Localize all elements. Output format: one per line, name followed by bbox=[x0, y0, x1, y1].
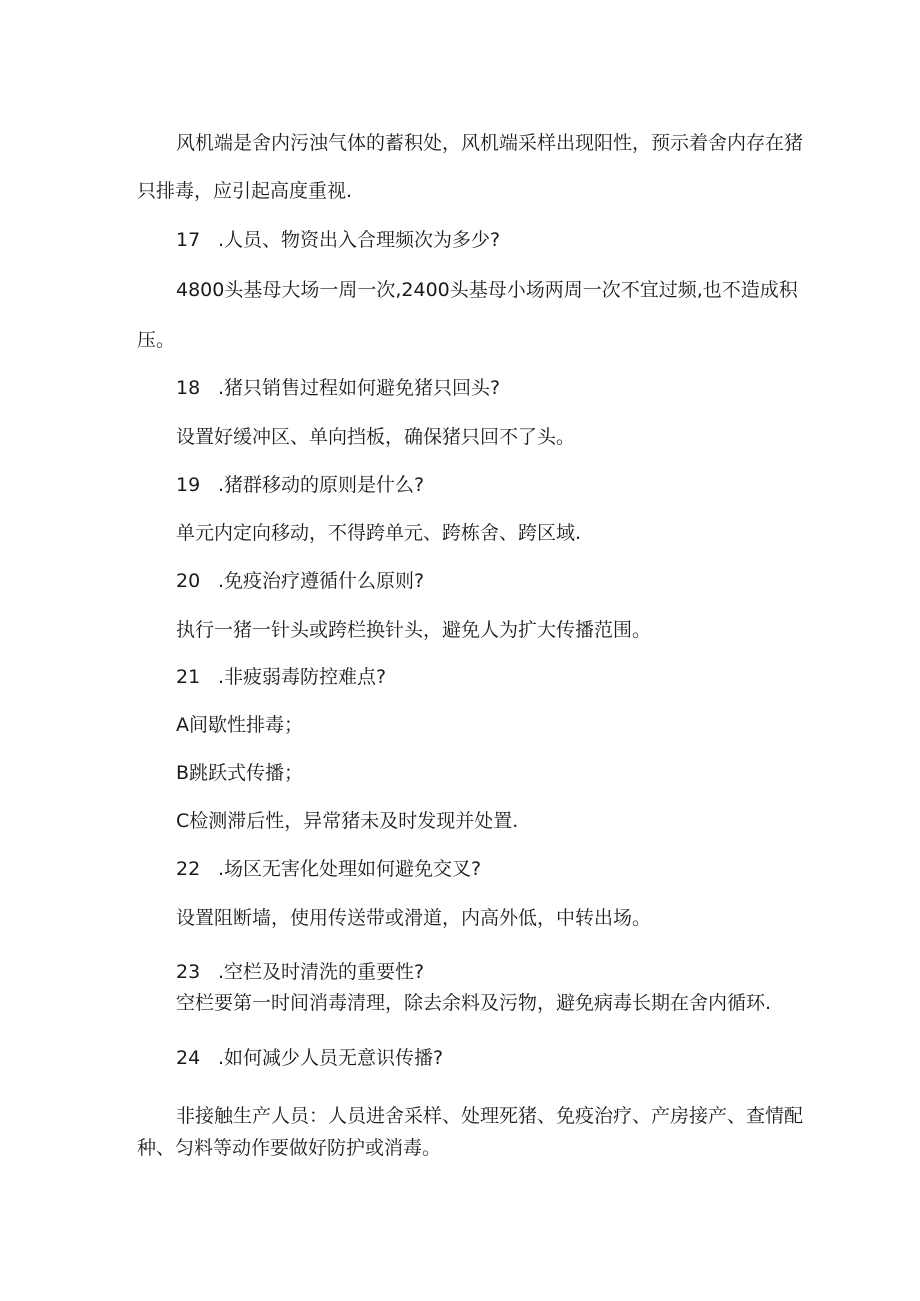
question-number: 24 bbox=[176, 1047, 201, 1069]
answer-line: 设置好缓冲区、单向挡板，确保猪只回不了头。 bbox=[176, 426, 576, 448]
question-number: 21 bbox=[176, 666, 201, 688]
answer-item-a: A间歇性排毒； bbox=[176, 714, 303, 736]
question-number: 17 bbox=[176, 229, 201, 251]
question-text: .空栏及时清洗的重要性? bbox=[218, 961, 425, 983]
question-text: .场区无害化处理如何避免交叉? bbox=[218, 858, 482, 880]
question-22 bbox=[176, 856, 481, 882]
question-text: .人员、物资出入合理频次为多少? bbox=[218, 229, 501, 251]
question-text: .猪群移动的原则是什么? bbox=[218, 474, 425, 496]
question-23 bbox=[176, 959, 424, 985]
question-19 bbox=[176, 472, 424, 498]
question-text: .非疲弱毒防控难点? bbox=[218, 666, 387, 688]
paragraph-line: 只排毒，应引起高度重视. bbox=[137, 180, 353, 202]
answer-line: 设置阻断墙，使用传送带或滑道，内高外低，中转出场。 bbox=[176, 907, 652, 929]
answer-line: 非接触生产人员：人员进舍采样、处理死猪、免疫治疗、产房接产、查情配 bbox=[176, 1105, 804, 1127]
answer-line: 空栏要第一时间消毒清理，除去余料及污物，避免病毒长期在舍内循环. bbox=[176, 992, 772, 1014]
answer-line: 单元内定向移动，不得跨单元、跨栋舍、跨区域. bbox=[176, 522, 582, 544]
question-text: .如何减少人员无意识传播? bbox=[218, 1047, 444, 1069]
question-18 bbox=[176, 375, 500, 401]
question-number: 19 bbox=[176, 474, 201, 496]
answer-item-c: C检测滞后性，异常猪未及时发现并处置. bbox=[176, 810, 519, 832]
question-number: 20 bbox=[176, 570, 201, 592]
answer-item-b: B跳跃式传播； bbox=[176, 762, 304, 784]
question-24 bbox=[176, 1045, 443, 1071]
question-17 bbox=[176, 227, 500, 253]
answer-line: 执行一猪一针头或跨栏换针头，避免人为扩大传播范围。 bbox=[176, 619, 652, 641]
answer-line: 4800头基母大场一周一次,2400头基母小场两周一次不宜过频,也不造成积 bbox=[176, 279, 798, 301]
question-21 bbox=[176, 664, 386, 690]
question-number: 22 bbox=[176, 858, 201, 880]
question-number: 23 bbox=[176, 961, 201, 983]
answer-line: 压。 bbox=[137, 329, 176, 351]
question-text: .免疫治疗遵循什么原则? bbox=[218, 570, 425, 592]
question-number: 18 bbox=[176, 377, 201, 399]
question-20 bbox=[176, 568, 424, 594]
answer-line: 种、匀料等动作要做好防护或消毒。 bbox=[137, 1137, 442, 1159]
question-text: .猪只销售过程如何避免猪只回头? bbox=[218, 377, 501, 399]
paragraph-line: 风机端是舍内污浊气体的蓄积处，风机端采样出现阳性，预示着舍内存在猪 bbox=[176, 132, 804, 154]
